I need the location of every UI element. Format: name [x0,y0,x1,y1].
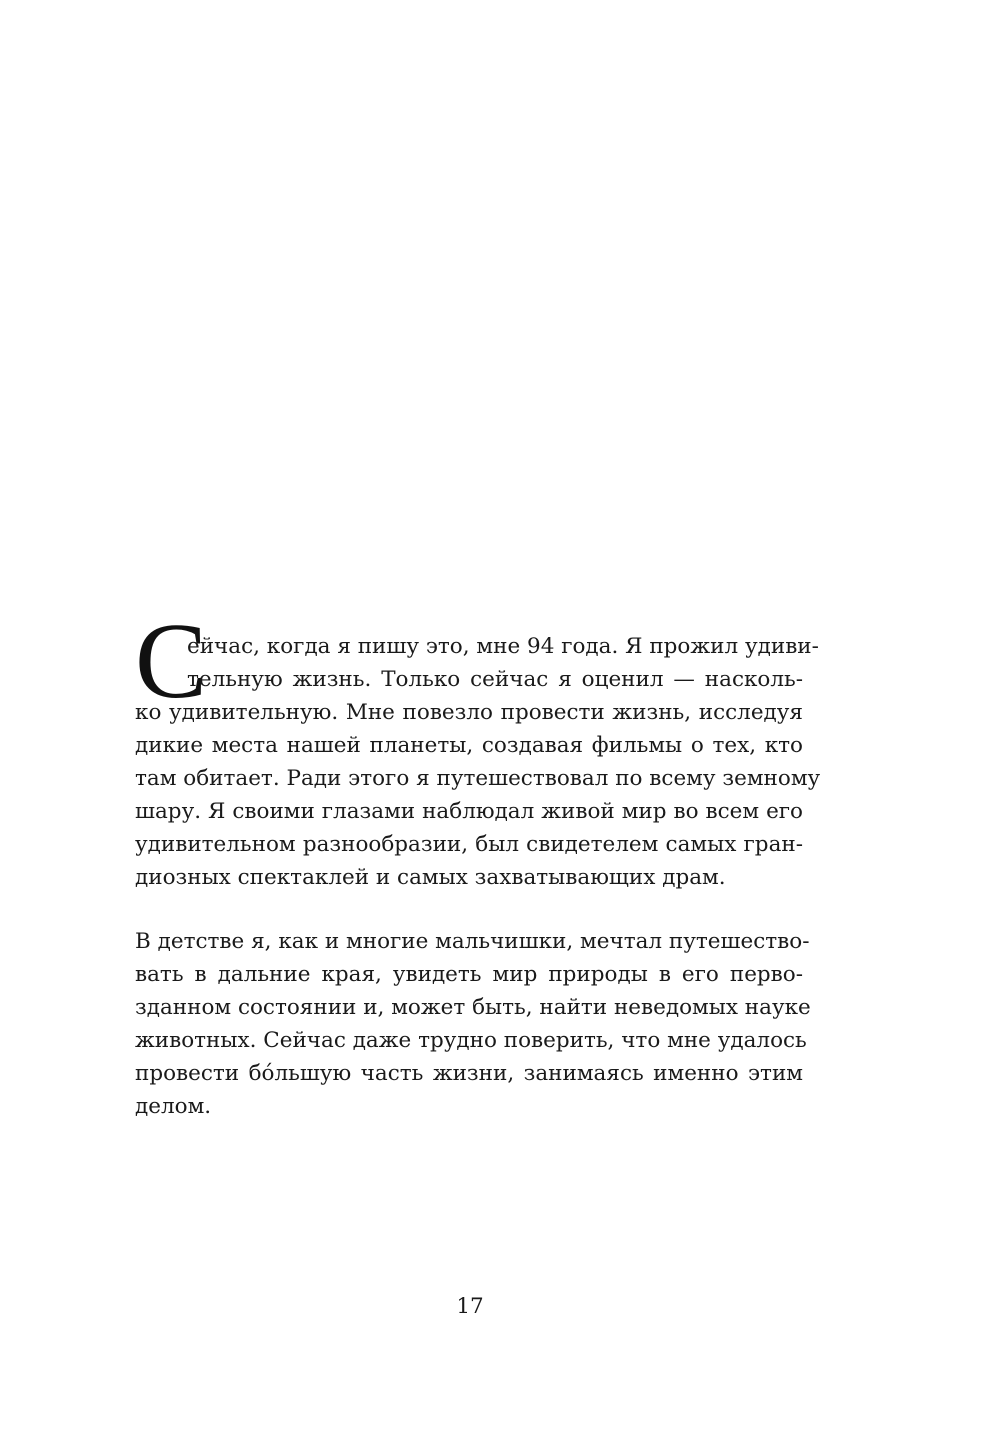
page-number: 17 [456,1294,484,1319]
paragraph-2-line: вать в дальние края, увидеть мир природы в его перво- [135,962,803,987]
paragraph-1-line: там обитает. Ради этого я путешествовал по всему земному [135,766,821,791]
paragraph-2-line: делом. [135,1094,212,1119]
paragraph-2-line: провести бóльшую часть жизни, занимаясь именно этим [135,1061,803,1086]
paragraph-1-line: диозных спектаклей и самых захватывающих драм. [135,865,726,890]
paragraph-2-line: зданном состоянии и, может быть, найти неведомых науке [135,995,811,1020]
paragraph-1-line: удивительном разнообразии, был свидетелем самых гран- [135,832,803,857]
drop-cap-letter: С [135,602,208,721]
paragraph-1-line: тельную жизнь. Только сейчас я оценил — насколь- [187,667,803,692]
paragraph-2-line: животных. Сейчас даже трудно поверить, что мне удалось [135,1028,807,1053]
paragraph-1-line: ко удивительную. Мне повезло провести жизнь, исследуя [135,700,803,725]
paragraph-1-line: дикие места нашей планеты, создавая фильмы о тех, кто [135,733,803,758]
paragraph-1-line: ейчас, когда я пишу это, мне 94 года. Я прожил удиви- [187,634,819,659]
paragraph-1-line: шару. Я своими глазами наблюдал живой мир во всем его [135,799,803,824]
paragraph-2-line: В детстве я, как и многие мальчишки, мечтал путешество- [135,929,810,954]
